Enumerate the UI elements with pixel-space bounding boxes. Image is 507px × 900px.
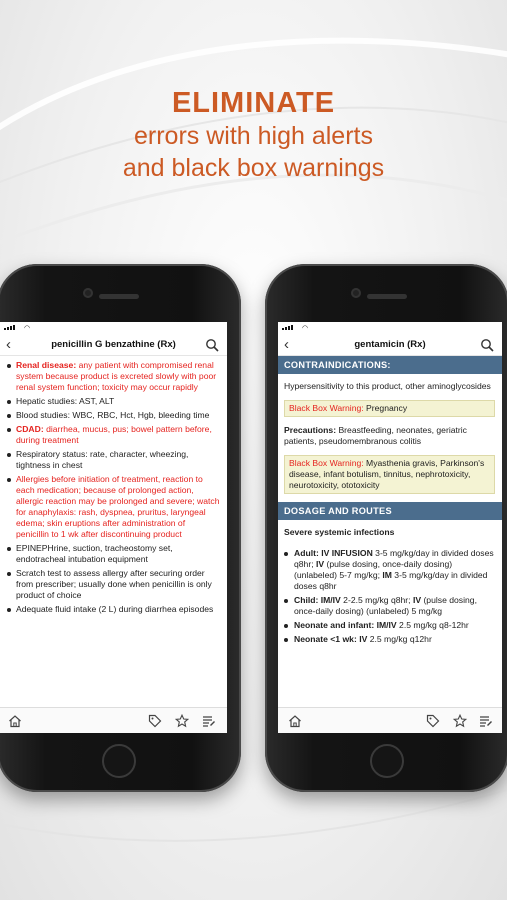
contraindications-content: [278, 374, 502, 494]
item-text: Blood studies: WBC, RBC, Hct, Hgb, bleeding time: [16, 410, 210, 420]
camera: [351, 288, 361, 298]
tab-bar: [278, 707, 502, 733]
list-item: [7, 360, 220, 393]
home-icon[interactable]: [288, 714, 302, 728]
camera: [83, 288, 93, 298]
dosage-list: [284, 548, 495, 645]
item-text: EPINEPHrine, suction, tracheostomy set, endotracheal intubation equipment: [16, 543, 173, 564]
star-icon[interactable]: [175, 714, 189, 728]
notes-icon[interactable]: [479, 714, 493, 728]
speaker: [367, 294, 407, 299]
item-text: Allergies before initiation of treatment, reaction to each medication; because of prolonged action, allergic reaction may be prolonged and severe; watch for anaphylaxis: rash, dyspnea, pruritus, laryngeal edema; skin eruptions after administration of penicillin to 1 wk after discontinuing product: [16, 474, 220, 539]
list-item: [7, 424, 220, 446]
signal-icon: [282, 325, 293, 330]
notes-icon[interactable]: [202, 714, 216, 728]
item-text: any patient with compromised renal system because product is excreted slowly with poor renal system function; toxicity may occur rapidly: [16, 360, 217, 392]
list-item: [7, 396, 220, 407]
status-bar: [0, 322, 227, 334]
right-screen: [278, 322, 502, 733]
item-label: Renal disease:: [16, 360, 77, 370]
warning-text: Myasthenia gravis, Parkinson's disease, infant botulism, tinnitus, nephrotoxicity, neurotoxicity, ototoxicity: [289, 458, 485, 490]
list-item: [7, 449, 220, 471]
contraindications-text: Hypersensitivity to this product, other aminoglycosides: [284, 381, 491, 391]
warning-text: Pregnancy: [363, 403, 408, 413]
item-text: Adequate fluid intake (2 L) during diarrhea episodes: [16, 604, 214, 614]
dosage-content: [278, 520, 502, 645]
dosage-item: Child: IM/IV 2-2.5 mg/kg q8hr; IV (pulse dosing, once-daily dosing) (unlabeled) 5 mg/kg: [284, 595, 495, 617]
warning-label: Black Box Warning:: [289, 403, 364, 413]
dosage-item: Neonate <1 wk: IV 2.5 mg/kg q12hr: [284, 634, 495, 645]
headline-title: ELIMINATE: [171, 87, 336, 119]
nav-bar: [0, 334, 227, 356]
home-button[interactable]: [102, 744, 136, 778]
star-icon[interactable]: [453, 714, 467, 728]
item-text: diarrhea, mucus, pus; bowel pattern before, during treatment: [16, 424, 212, 445]
contraindications-header: CONTRAINDICATIONS:: [278, 356, 502, 374]
search-icon[interactable]: [480, 338, 494, 352]
left-screen: [0, 322, 227, 733]
precautions-label: Precautions:: [284, 425, 337, 435]
list-item: [7, 604, 220, 615]
right-phone: [265, 264, 507, 792]
back-chevron-icon[interactable]: ‹: [6, 336, 11, 353]
item-label: CDAD:: [16, 424, 44, 434]
tag-icon[interactable]: [148, 714, 162, 728]
search-icon[interactable]: [205, 338, 219, 352]
dosage-item: Neonate and infant: IM/IV 2.5 mg/kg q8-12hr: [284, 620, 495, 631]
dosage-subheading: Severe systemic infections: [284, 527, 395, 537]
drug-title: penicillin G benzathine (Rx): [51, 339, 176, 350]
back-chevron-icon[interactable]: ‹: [284, 336, 289, 353]
speaker: [99, 294, 139, 299]
item-text: Hepatic studies: AST, ALT: [16, 396, 115, 406]
list-item: [7, 410, 220, 421]
black-box-warning: [284, 455, 495, 494]
wifi-icon: ◠: [302, 325, 309, 332]
wifi-icon: ◠: [24, 325, 31, 332]
home-button[interactable]: [370, 744, 404, 778]
list-item: [7, 543, 220, 565]
home-icon[interactable]: [8, 714, 22, 728]
tab-bar: [0, 707, 227, 733]
item-text: Scratch test to assess allergy after securing order from prescriber; usually done when penicillin is only product of choice: [16, 568, 212, 600]
monograph-content: [0, 356, 227, 615]
assessment-list: [7, 360, 220, 615]
warning-label: Black Box Warning:: [289, 458, 364, 468]
signal-icon: [4, 325, 15, 330]
headline-line-3: and black box warnings: [122, 154, 385, 182]
headline-line-2: errors with high alerts: [134, 122, 373, 150]
precautions: [284, 425, 495, 447]
dosage-item: Adult: IV INFUSION 3-5 mg/kg/day in divided doses q8hr; IV (pulse dosing, once-daily dosing) (unlabeled) 5-7 mg/kg; IM 3-5 mg/kg/day in divided doses q8hr: [284, 548, 495, 592]
precautions-text: Breastfeeding, neonates, geriatric patients, pseudomembranous colitis: [284, 425, 467, 446]
black-box-warning: [284, 400, 495, 417]
dosage-header: DOSAGE AND ROUTES: [278, 502, 502, 520]
list-item: [7, 474, 220, 540]
tag-icon[interactable]: [426, 714, 440, 728]
list-item: [7, 568, 220, 601]
status-bar: [278, 322, 502, 334]
nav-bar: [278, 334, 502, 356]
item-text: Respiratory status: rate, character, wheezing, tightness in chest: [16, 449, 189, 470]
drug-title: gentamicin (Rx): [354, 339, 426, 350]
left-phone: [0, 264, 241, 792]
headline: [0, 86, 507, 184]
